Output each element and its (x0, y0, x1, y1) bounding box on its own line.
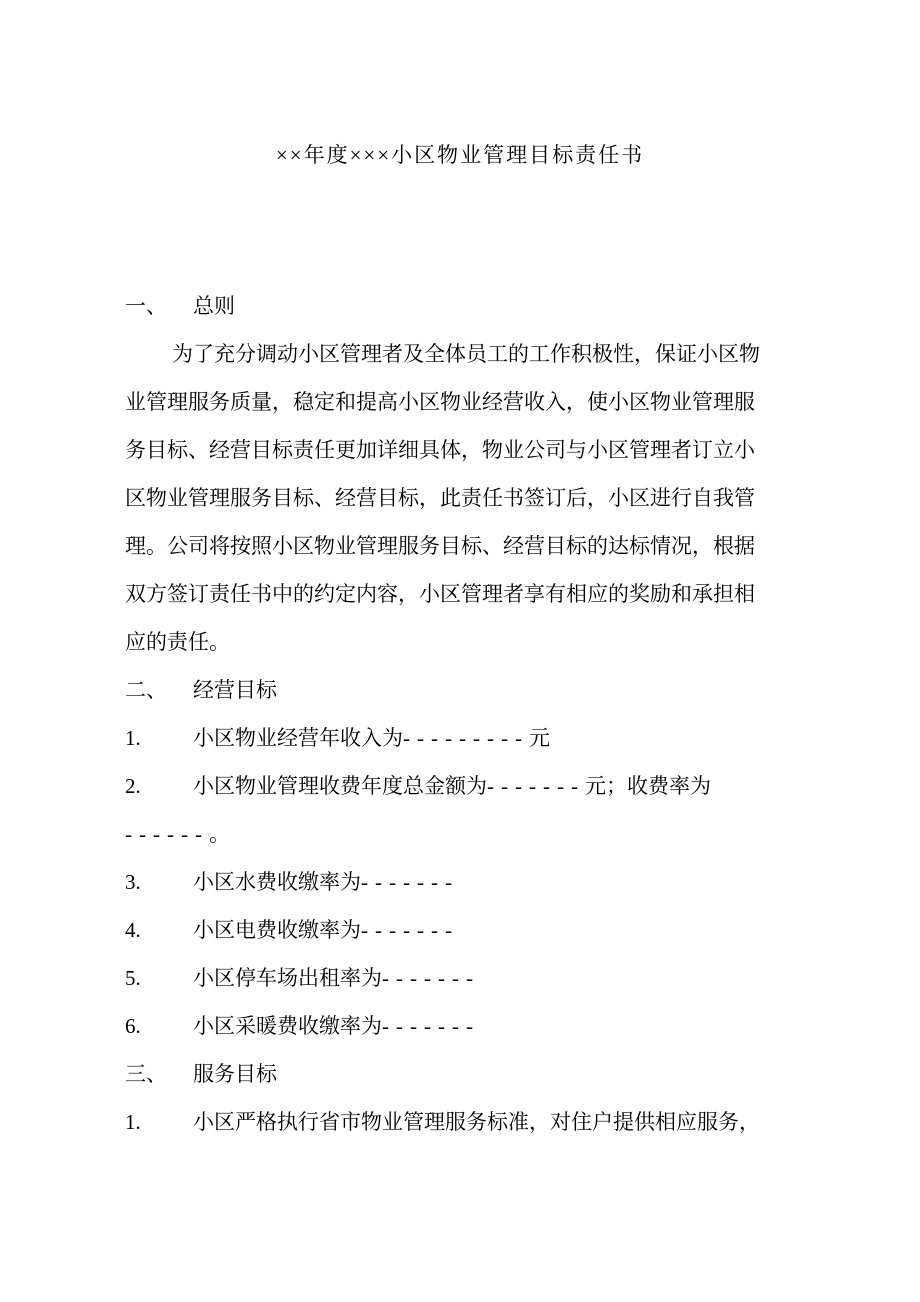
section-number: 一、 (125, 294, 167, 318)
item-number: 2. (125, 774, 141, 798)
item-text: 小区电费收缴率为 (193, 918, 361, 942)
blank-line-dashes: ------- (487, 774, 585, 798)
list-item-continuation (125, 810, 797, 858)
list-item (125, 1098, 797, 1146)
item-text: 小区水费收缴率为 (193, 870, 361, 894)
item-text: 小区严格执行省市物业管理服务标准，对住户提供相应服务， (193, 1110, 760, 1134)
section-number: 三、 (125, 1062, 167, 1086)
section-heading (125, 1050, 797, 1098)
item-text-after: 元 (528, 726, 550, 750)
list-item (125, 858, 797, 906)
item-number: 3. (125, 870, 141, 894)
blank-line-dashes: ------- (361, 918, 459, 942)
paragraph-text: 双方签订责任书中的约定内容，小区管理者享有相应的奖励和承担相 (125, 582, 755, 606)
paragraph-line (125, 426, 797, 474)
item-text: 小区停车场出租率为 (193, 966, 382, 990)
paragraph-line (125, 618, 797, 666)
paragraph-text: 为了充分调动小区管理者及全体员工的工作积极性，保证小区物 (172, 342, 760, 366)
paragraph-text: 理。公司将按照小区物业管理服务目标、经营目标的达标情况，根据 (125, 534, 755, 558)
section-number: 二、 (125, 678, 167, 702)
paragraph-line (125, 474, 797, 522)
blank-line-dashes: ------- (382, 966, 480, 990)
item-text: 小区物业管理收费年度总金额为 (193, 774, 487, 798)
blank-line-dashes: ------ (125, 822, 209, 846)
item-number: 6. (125, 1014, 141, 1038)
section-heading (125, 666, 797, 714)
paragraph-line (125, 570, 797, 618)
section-title: 经营目标 (193, 678, 277, 702)
paragraph-line (125, 378, 797, 426)
paragraph-line (125, 522, 797, 570)
paragraph-text: 业管理服务质量，稳定和提高小区物业经营收入，使小区物业管理服 (125, 390, 755, 414)
list-item (125, 714, 797, 762)
item-number: 5. (125, 966, 141, 990)
paragraph-line (125, 330, 797, 378)
list-item (125, 906, 797, 954)
section-title: 服务目标 (193, 1062, 277, 1086)
item-text-after: 元；收费率为 (584, 774, 711, 798)
item-number: 4. (125, 918, 141, 942)
item-number: 1. (125, 1110, 141, 1134)
blank-line-dashes: ------- (361, 870, 459, 894)
paragraph-text: 务目标、经营目标责任更加详细具体，物业公司与小区管理者订立小 (125, 438, 755, 462)
item-text-after: 。 (208, 822, 230, 846)
item-number: 1. (125, 726, 141, 750)
blank-line-dashes: --------- (403, 726, 529, 750)
item-text: 小区采暖费收缴率为 (193, 1014, 382, 1038)
item-text: 小区物业经营年收入为 (193, 726, 403, 750)
blank-line-dashes: ------- (382, 1014, 480, 1038)
list-item (125, 954, 797, 1002)
section-title: 总则 (193, 294, 235, 318)
document-body (125, 282, 797, 1146)
list-item (125, 762, 797, 810)
paragraph-text: 区物业管理服务目标、经营目标，此责任书签订后，小区进行自我管 (125, 486, 755, 510)
document-title: ××年度×××小区物业管理目标责任书 (275, 143, 645, 167)
list-item (125, 1002, 797, 1050)
paragraph-text: 应的责任。 (125, 630, 230, 654)
section-heading (125, 282, 797, 330)
